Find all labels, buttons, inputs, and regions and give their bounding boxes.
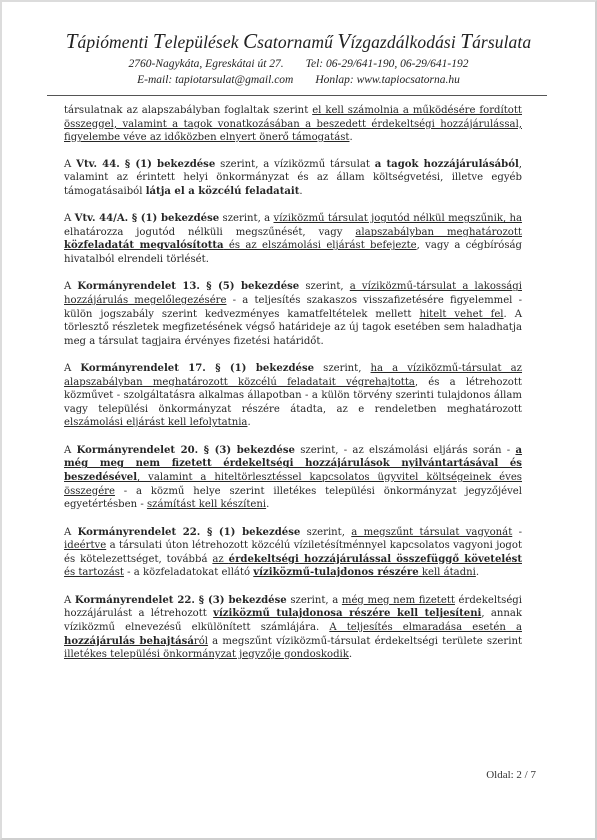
paragraph xyxy=(64,526,522,580)
text-run: A xyxy=(64,444,77,456)
address-line xyxy=(0,56,597,72)
paragraph xyxy=(64,280,522,348)
text-run: a még meg nem fizetett érdekeltségi hozzájárulások nyilvántartásával és beszedésével xyxy=(64,444,523,484)
text-run: szerint, a víziközmű társulat xyxy=(215,158,375,170)
text-run: , valamint a hiteltörlesztéssel kapcsolatos ügyvitel költségeinek éves összegére xyxy=(64,472,522,497)
text-run: szerint, xyxy=(300,526,352,538)
text-run: hozzájárulás behajtásá xyxy=(64,635,194,647)
text-run: A xyxy=(64,594,75,606)
text-run: szerint, xyxy=(314,363,371,375)
paragraph xyxy=(64,104,522,145)
text-run: ha a víziközmű-társulat az alapszabályban meghatározott közcélú feladatait végrehajtotta xyxy=(64,363,523,388)
text-run: A xyxy=(64,213,75,225)
text-run: a víziközmű-társulat a lakossági hozzájárulás megelőlegezésére xyxy=(64,281,522,307)
text-run: a tagok hozzájárulásából xyxy=(374,158,519,170)
email-address: E-mail: tapiotarsulat@gmail.com xyxy=(137,74,294,86)
page-number: Oldal: 2 / 7 xyxy=(486,769,536,781)
text-run: elszámolási eljárást kell lefolytatnia xyxy=(64,417,248,429)
text-run: illetékes települési önkormányzat jegyzője gondoskodik xyxy=(64,649,349,661)
text-run: . xyxy=(349,132,353,144)
text-run: kell átadni xyxy=(418,567,476,579)
text-run: , annak víziközmű elnevezésű elkülönített számlájára. xyxy=(64,608,522,633)
text-run: el kell számolnia a működésére fordított összeggel, valamint a tagok vonatkozásában a beszedett érdekeltségi hozzájárulással, figyelembe véve az időközben elnyert önerő támogatást xyxy=(64,105,522,144)
text-run: és tartozást xyxy=(64,567,124,579)
text-run: - a közmű helye szerint illetékes települési önkormányzat jegyzőjével egyetértésben - xyxy=(64,485,522,511)
text-run: az xyxy=(212,553,229,565)
text-run: a megszűnt társulat vagyonát xyxy=(351,526,513,538)
website: Honlap: www.tapiocsatorna.hu xyxy=(315,74,460,86)
text-run: . A törlesztő részletek megfizetésének végső határideje az új tagok esetében sem haladhatja meg a társulat tagjaira érvényes fizetési határidőt. xyxy=(64,308,522,347)
paragraph xyxy=(64,212,522,266)
paragraph xyxy=(64,362,522,430)
text-run: Kormányrendelet 20. § (3) bekezdése xyxy=(76,444,295,456)
text-run: . xyxy=(247,417,251,429)
text-run: a megszűnt víziközmű-társulat érdekeltségi területe szerint xyxy=(208,635,522,647)
text-run: közfeladatát megvalósította xyxy=(64,240,224,252)
text-run: - xyxy=(512,526,523,538)
text-run: víziközmű-tulajdonos részére xyxy=(253,567,419,579)
text-run: . xyxy=(475,567,480,579)
text-run: . xyxy=(266,499,270,511)
text-run: - a közfeladatokat ellátó xyxy=(123,567,254,579)
text-run: még meg nem fizetett xyxy=(341,594,455,606)
text-run: hitelt vehet fel xyxy=(419,308,504,320)
contact-line xyxy=(0,72,597,88)
text-run: Vtv. 44/A. § (1) bekezdése xyxy=(74,213,220,225)
text-run: alapszabályban meghatározott xyxy=(355,226,522,238)
text-run: Vtv. 44. § (1) bekezdése xyxy=(76,158,216,170)
letterhead xyxy=(0,30,597,88)
text-run: A teljesítés elmaradása esetén a xyxy=(329,621,522,633)
text-run: szerint, a xyxy=(286,594,342,606)
text-run: és az elszámolási eljárást befejezte xyxy=(223,240,417,252)
paragraph xyxy=(64,444,522,512)
text-run: ról xyxy=(193,635,209,647)
text-run: ideértve xyxy=(64,540,107,552)
text-run: A xyxy=(64,281,78,293)
text-run: Kormányrendelet 13. § (5) bekezdése xyxy=(77,281,300,293)
text-run: Kormányrendelet 22. § (3) bekezdése xyxy=(74,594,287,606)
text-run: szerint, a xyxy=(219,213,274,225)
text-run: elhatározza jogutód nélküli megszűnését, vagy xyxy=(64,226,356,238)
text-run: , vagy a cégbíróság hivatalból elrendeli törlését. xyxy=(64,240,523,265)
text-run: - a teljesítés szakaszos visszafizetésére figyelemmel - külön jogszabály szerint kedvezményes kamatfeltételek mellett xyxy=(64,295,522,320)
text-run: Kormányrendelet 22. § (1) bekezdése xyxy=(77,526,301,538)
organization-title: Tápiómenti Települések Csatornamű Vízgazdálkodási Társulata xyxy=(65,29,532,53)
text-run: A xyxy=(64,363,81,375)
text-run: . xyxy=(299,185,303,197)
text-run: a társulati úton létrehozott közcélú víziletésítménnyel kapcsolatos vagyoni jogot és kötelezettséget, továbbá xyxy=(64,540,522,565)
text-run: . xyxy=(348,649,353,661)
text-run: szerint, - az elszámolási eljárás során - xyxy=(294,444,516,456)
text-run: , és a létrehozott közművet - szolgáltatásra alkalmas állapotban - a külön törvény szerinti tulajdonos állam vagy települési önkormányzat részére átadta, az e rendeletben meghatározott xyxy=(64,376,522,415)
text-run: , valamint az érintett helyi önkormányzat és az állam költségvetési, illetve egyéb támogatásaiból xyxy=(64,158,523,197)
text-run: érdekeltségi hozzájárulást a létrehozott xyxy=(64,594,523,620)
text-run: víziközmű társulat jogutód nélkül megszűnik, ha xyxy=(273,213,522,225)
postal-address: 2760-Nagykáta, Egreskátai út 27. xyxy=(128,58,284,70)
text-run: A xyxy=(64,158,77,170)
text-run: Kormányrendelet 17. § (1) bekezdése xyxy=(80,363,315,375)
paragraph xyxy=(64,158,522,199)
text-run: A xyxy=(64,526,78,538)
document-body xyxy=(64,104,522,676)
text-run: látja el a közcélú feladatait xyxy=(145,185,300,197)
text-run: víziközmű tulajdonosa részére kell teljesíteni xyxy=(213,608,482,620)
text-run: érdekeltségi hozzájárulással összefüggő követelést xyxy=(228,553,522,565)
header-divider xyxy=(47,95,547,96)
text-run: számítást kell készíteni xyxy=(146,499,267,511)
phone-numbers: Tel: 06-29/641-190, 06-29/641-192 xyxy=(305,58,469,70)
paragraph xyxy=(64,594,522,662)
text-run: szerint, xyxy=(299,281,350,293)
text-run: társulatnak az alapszabályban foglaltak szerint xyxy=(64,105,313,116)
